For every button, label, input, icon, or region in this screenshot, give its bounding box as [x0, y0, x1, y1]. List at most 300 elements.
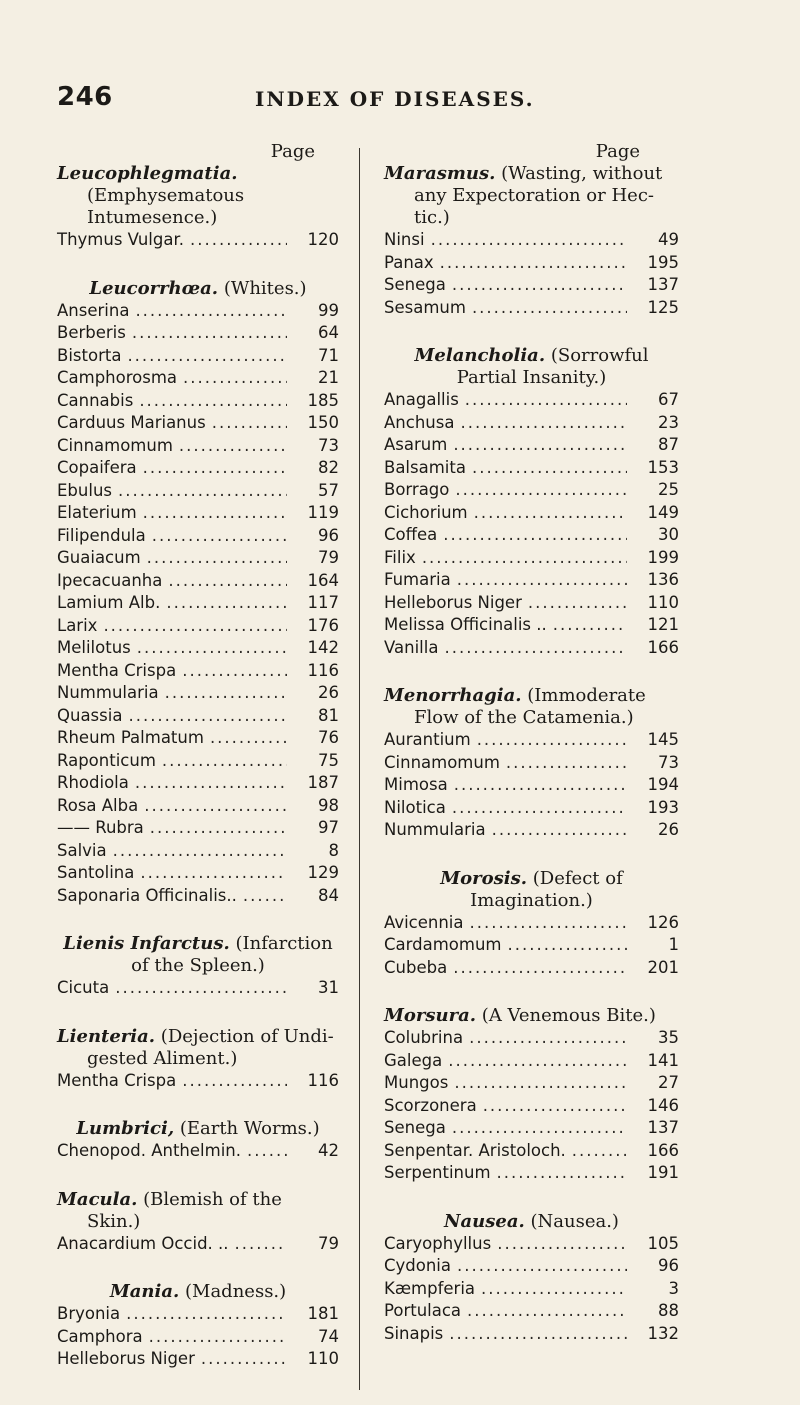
disease-description: (Madness.)	[185, 1281, 287, 1302]
leader-dots	[454, 1072, 627, 1095]
list-item	[384, 434, 679, 457]
section-heading	[57, 1281, 339, 1303]
page-reference: 145	[647, 730, 679, 749]
list-item	[57, 390, 339, 413]
section-heading	[57, 1026, 339, 1070]
list-item	[384, 457, 679, 480]
list-item	[57, 1348, 339, 1371]
disease-term: Macula.	[57, 1188, 138, 1210]
index-section	[57, 1189, 339, 1256]
index-section	[384, 345, 679, 659]
list-item	[57, 300, 339, 323]
remedy-name: Vanilla	[384, 637, 439, 657]
list-item	[384, 389, 679, 412]
leader-dots	[135, 772, 287, 795]
page-reference: 176	[307, 615, 339, 635]
index-section	[384, 868, 679, 980]
remedy-name: Aurantium	[384, 730, 471, 749]
leader-dots	[113, 840, 287, 863]
remedy-name: Ipecacuanha	[57, 570, 163, 590]
page-reference: 26	[318, 683, 339, 702]
list-item	[57, 1070, 339, 1093]
list-item	[57, 795, 339, 818]
page-reference: 35	[658, 1028, 679, 1047]
remedy-name: Helleborus Niger	[384, 592, 522, 612]
page-reference: 96	[658, 1256, 679, 1275]
disease-description: (Emphysematous Intumesence.)	[87, 185, 245, 228]
remedy-name: Anagallis	[384, 390, 459, 409]
leader-dots	[149, 1326, 287, 1349]
page-reference: 126	[647, 912, 679, 932]
leader-dots	[128, 705, 287, 728]
remedy-name: Filix	[384, 547, 416, 567]
list-item	[384, 547, 679, 570]
section-heading	[384, 345, 679, 389]
leader-dots	[182, 660, 287, 683]
remedy-name: Anacardium Occid. ..	[57, 1233, 229, 1253]
leader-dots	[212, 412, 287, 435]
list-item	[57, 840, 339, 863]
leader-dots	[448, 1050, 627, 1073]
list-item	[57, 1326, 339, 1349]
remedy-name: Raponticum	[57, 750, 156, 770]
index-section	[57, 933, 339, 1000]
remedy-name: Elaterium	[57, 503, 137, 522]
page-reference: 199	[647, 547, 679, 567]
disease-term: Lienis Infarctus.	[63, 933, 230, 954]
list-item	[57, 1233, 339, 1256]
section-heading	[57, 933, 339, 977]
leader-dots	[190, 229, 287, 252]
remedy-name: Sesamum	[384, 297, 466, 317]
leader-dots	[455, 479, 627, 502]
page-reference: 3	[668, 1278, 679, 1298]
disease-term: Morosis.	[440, 867, 528, 889]
disease-description: (Defect of Imagination.)	[470, 867, 623, 911]
index-section	[384, 163, 679, 319]
index-section	[57, 1281, 339, 1371]
section-heading	[57, 1189, 339, 1233]
page-reference: 87	[658, 435, 679, 454]
list-item	[57, 862, 339, 885]
leader-dots	[453, 957, 627, 980]
remedy-name: Copaifera	[57, 458, 137, 477]
page-column-label: Page	[595, 141, 640, 162]
leader-dots	[452, 797, 627, 820]
remedy-name: Nummularia	[384, 820, 486, 839]
list-item	[384, 1095, 679, 1118]
page-reference: 146	[647, 1095, 679, 1115]
left-column	[57, 140, 339, 1397]
list-item	[384, 502, 679, 525]
list-item	[57, 637, 339, 660]
page-reference: 194	[647, 775, 679, 794]
page-reference: 97	[318, 818, 339, 837]
page-reference: 193	[647, 797, 679, 817]
page-reference: 30	[658, 525, 679, 544]
remedy-name: Rosa Alba	[57, 795, 139, 815]
remedy-name: Senpentar. Aristoloch.	[384, 1140, 566, 1160]
page-reference: 27	[658, 1073, 679, 1092]
leader-dots	[179, 435, 287, 458]
page-reference: 149	[647, 502, 679, 522]
leader-dots	[470, 912, 627, 935]
list-item	[384, 569, 679, 592]
remedy-name: Melilotus	[57, 638, 131, 657]
remedy-name: Panax	[384, 252, 434, 272]
page-reference: 191	[647, 1163, 679, 1182]
remedy-name: Anserina	[57, 300, 130, 320]
remedy-name: Caryophyllus	[384, 1233, 492, 1253]
remedy-name: Balsamita	[384, 457, 466, 477]
leader-dots	[135, 300, 287, 323]
page-reference: 26	[658, 820, 679, 839]
page-reference: 150	[307, 413, 339, 432]
disease-term: Nausea.	[444, 1210, 525, 1232]
leader-dots	[460, 412, 627, 435]
section-heading	[384, 1005, 679, 1027]
leader-dots	[126, 1303, 287, 1326]
remedy-name: Filipendula	[57, 525, 146, 545]
disease-description: (Infarction of the Spleen.)	[131, 933, 333, 976]
page-reference: 57	[318, 480, 339, 500]
remedy-name: Galega	[384, 1050, 443, 1070]
leader-dots	[147, 547, 287, 570]
leader-dots	[472, 297, 627, 320]
page-reference: 136	[647, 570, 679, 589]
section-heading	[57, 278, 339, 300]
remedy-name: Avicennia	[384, 912, 464, 932]
page-reference: 137	[647, 275, 679, 294]
remedy-name: Asarum	[384, 435, 448, 454]
leader-dots	[481, 1278, 627, 1301]
leader-dots	[118, 480, 287, 503]
leader-dots	[183, 367, 287, 390]
disease-term: Lumbrici,	[76, 1118, 175, 1139]
remedy-name: Portulaca	[384, 1301, 462, 1320]
remedy-name: Helleborus Niger	[57, 1349, 195, 1368]
leader-dots	[453, 434, 627, 457]
remedy-name: Ninsi	[384, 230, 425, 249]
disease-description: (Wasting, without any Expectoration or Hectic.)	[414, 163, 663, 228]
page-reference: 110	[647, 592, 679, 612]
page-reference: 1	[668, 935, 679, 954]
remedy-name: Cannabis	[57, 390, 134, 410]
list-item	[57, 705, 339, 728]
remedy-name: Quassia	[57, 705, 123, 725]
list-item	[384, 614, 679, 637]
list-item	[57, 817, 339, 840]
list-item	[384, 1117, 679, 1140]
running-title: INDEX OF DISEASES.	[255, 87, 535, 111]
remedy-name: Berberis	[57, 323, 126, 342]
leader-dots	[150, 817, 287, 840]
disease-term: Leucorrhœa.	[89, 277, 219, 299]
page-reference: 71	[318, 345, 339, 365]
page-reference: 42	[318, 1141, 339, 1160]
leader-dots	[243, 885, 287, 908]
page-reference: 76	[318, 728, 339, 747]
leader-dots	[247, 1140, 287, 1163]
leader-dots	[444, 637, 627, 660]
remedy-name: Chenopod. Anthelmin.	[57, 1141, 241, 1160]
remedy-name: Rhodiola	[57, 773, 129, 792]
remedy-name: Cubeba	[384, 957, 448, 977]
remedy-name: Saponaria Officinalis..	[57, 885, 237, 905]
leader-dots	[477, 729, 627, 752]
page-reference: 8	[328, 840, 339, 860]
list-item	[57, 457, 339, 480]
page-reference: 129	[307, 863, 339, 882]
page-reference: 49	[658, 230, 679, 249]
page-header	[0, 82, 800, 122]
section-heading	[57, 163, 339, 229]
remedy-name: Cicuta	[57, 978, 110, 997]
remedy-name: —— Rubra	[57, 818, 144, 837]
index-section	[384, 1005, 679, 1185]
list-item	[384, 752, 679, 775]
page-reference: 82	[318, 458, 339, 477]
list-item	[57, 412, 339, 435]
index-section	[57, 1026, 339, 1093]
list-item	[384, 729, 679, 752]
page-reference: 119	[307, 503, 339, 522]
list-item	[384, 274, 679, 297]
leader-dots	[115, 977, 287, 1000]
list-item	[57, 525, 339, 548]
remedy-name: Mentha Crispa	[57, 660, 177, 680]
page-reference: 105	[647, 1233, 679, 1253]
page-reference: 142	[307, 638, 339, 657]
disease-term: Menorrhagia.	[384, 685, 522, 706]
index-section	[57, 163, 339, 252]
leader-dots	[452, 1117, 627, 1140]
disease-description: (Earth Worms.)	[179, 1118, 320, 1139]
list-item	[384, 934, 679, 957]
list-item	[384, 592, 679, 615]
remedy-name: Mentha Crispa	[57, 1070, 177, 1090]
page-reference: 64	[318, 323, 339, 342]
page-reference: 99	[318, 300, 339, 320]
list-item	[384, 1278, 679, 1301]
leader-dots	[165, 682, 287, 705]
leader-dots	[143, 457, 287, 480]
remedy-name: Coffea	[384, 525, 438, 544]
index-section	[57, 278, 339, 908]
leader-dots	[168, 570, 287, 593]
page-number: 246	[57, 82, 113, 112]
index-section	[384, 685, 679, 842]
section-heading	[384, 1211, 679, 1233]
disease-term: Lienteria.	[57, 1025, 156, 1047]
list-item	[384, 1233, 679, 1256]
list-item	[384, 1162, 679, 1185]
leader-dots	[103, 615, 287, 638]
leader-dots	[506, 752, 627, 775]
page-reference: 166	[647, 1140, 679, 1160]
page-reference: 164	[307, 570, 339, 590]
list-item	[384, 1255, 679, 1278]
right-column	[384, 140, 679, 1371]
list-item	[384, 774, 679, 797]
remedy-name: Cinnamomum	[57, 435, 173, 455]
remedy-name: Cinnamomum	[384, 752, 500, 772]
remedy-name: Nummularia	[57, 683, 159, 702]
page-reference: 116	[307, 660, 339, 680]
disease-term: Leucophlegmatia.	[57, 163, 238, 184]
list-item	[57, 682, 339, 705]
leader-dots	[457, 569, 627, 592]
leader-dots	[457, 1255, 627, 1278]
leader-dots	[210, 727, 287, 750]
page-reference: 120	[307, 230, 339, 249]
leader-dots	[465, 389, 627, 412]
list-item	[57, 615, 339, 638]
page-reference: 74	[318, 1326, 339, 1346]
page-reference: 125	[647, 297, 679, 317]
index-section	[384, 1211, 679, 1346]
list-item	[384, 957, 679, 980]
remedy-name: Bryonia	[57, 1304, 121, 1323]
list-item	[57, 322, 339, 345]
list-item	[57, 885, 339, 908]
page-reference: 166	[647, 637, 679, 657]
disease-description: (Blemish of the Skin.)	[87, 1188, 282, 1232]
list-item	[57, 570, 339, 593]
page-reference: 116	[307, 1070, 339, 1090]
remedy-name: Colubrina	[384, 1028, 464, 1047]
leader-dots	[132, 322, 287, 345]
disease-description: (Nausea.)	[530, 1210, 619, 1232]
list-item	[384, 524, 679, 547]
page-reference: 110	[307, 1349, 339, 1368]
leader-dots	[139, 390, 287, 413]
leader-dots	[182, 1070, 287, 1093]
list-item	[384, 297, 679, 320]
leader-dots	[553, 614, 627, 637]
page-reference: 23	[658, 412, 679, 432]
remedy-name: Sinapis	[384, 1323, 444, 1343]
leader-dots	[137, 637, 287, 660]
disease-description: (A Venemous Bite.)	[481, 1005, 656, 1026]
page-reference: 195	[647, 252, 679, 272]
leader-dots	[452, 274, 627, 297]
list-item	[57, 592, 339, 615]
leader-dots	[422, 547, 627, 570]
remedy-name: Rheum Palmatum	[57, 728, 204, 747]
leader-dots	[127, 345, 287, 368]
page-column-label: Page	[270, 141, 315, 162]
list-item	[57, 660, 339, 683]
remedy-name: Anchusa	[384, 412, 455, 432]
section-heading	[384, 685, 679, 729]
page-reference: 181	[307, 1304, 339, 1323]
page-reference: 98	[318, 795, 339, 815]
list-item	[57, 345, 339, 368]
leader-dots	[483, 1095, 627, 1118]
list-item	[384, 1050, 679, 1073]
list-item	[57, 772, 339, 795]
leader-dots	[144, 795, 287, 818]
remedy-name: Senega	[384, 275, 446, 294]
list-item	[57, 502, 339, 525]
page-reference: 96	[318, 525, 339, 545]
remedy-name: Camphora	[57, 1326, 143, 1346]
list-item	[384, 252, 679, 275]
list-item	[384, 912, 679, 935]
disease-description: (Whites.)	[223, 277, 307, 299]
remedy-name: Senega	[384, 1118, 446, 1137]
leader-dots	[467, 1300, 627, 1323]
remedy-name: Guaiacum	[57, 548, 141, 567]
list-item	[384, 819, 679, 842]
page-reference: 201	[647, 957, 679, 977]
section-heading	[384, 163, 679, 229]
remedy-name: Larix	[57, 615, 98, 635]
list-item	[384, 1027, 679, 1050]
leader-dots	[166, 592, 287, 615]
disease-description: (Dejection of Undigested Aliment.)	[87, 1025, 334, 1069]
section-heading	[57, 1118, 339, 1140]
list-item	[57, 750, 339, 773]
list-item	[384, 1323, 679, 1346]
remedy-name: Mungos	[384, 1073, 449, 1092]
list-item	[57, 229, 339, 252]
page-reference: 73	[658, 752, 679, 772]
list-item	[57, 977, 339, 1000]
column-divider	[359, 148, 360, 1390]
remedy-name: Salvia	[57, 840, 107, 860]
leader-dots	[528, 592, 627, 615]
remedy-name: Mimosa	[384, 775, 448, 794]
page-reference: 84	[318, 885, 339, 905]
remedy-name: Serpentinum	[384, 1163, 491, 1182]
leader-dots	[474, 502, 627, 525]
remedy-name: Nilotica	[384, 797, 446, 817]
page-reference: 141	[647, 1050, 679, 1070]
remedy-name: Borrago	[384, 480, 450, 499]
page-reference: 73	[318, 435, 339, 455]
remedy-name: Kæmpferia	[384, 1278, 476, 1298]
leader-dots	[140, 862, 287, 885]
leader-dots	[469, 1027, 627, 1050]
remedy-name: Scorzonera	[384, 1095, 477, 1115]
section-heading	[384, 868, 679, 912]
page-reference: 75	[318, 750, 339, 770]
remedy-name: Cardamomum	[384, 935, 502, 954]
remedy-name: Ebulus	[57, 480, 112, 500]
index-section	[57, 1118, 339, 1163]
list-item	[384, 1300, 679, 1323]
disease-description: (Sorrowful Partial Insanity.)	[456, 345, 649, 388]
disease-term: Morsura.	[384, 1005, 477, 1026]
page-reference: 81	[318, 705, 339, 725]
page-reference: 79	[318, 548, 339, 567]
list-item	[384, 797, 679, 820]
list-item	[384, 412, 679, 435]
remedy-name: Camphorosma	[57, 368, 178, 387]
remedy-name: Santolina	[57, 863, 135, 882]
remedy-name: Cydonia	[384, 1256, 452, 1275]
list-item	[384, 637, 679, 660]
leader-dots	[162, 750, 287, 773]
leader-dots	[572, 1140, 627, 1163]
list-item	[57, 435, 339, 458]
list-item	[57, 367, 339, 390]
leader-dots	[454, 774, 627, 797]
disease-term: Melancholia.	[414, 345, 546, 366]
page-reference: 121	[647, 615, 679, 634]
